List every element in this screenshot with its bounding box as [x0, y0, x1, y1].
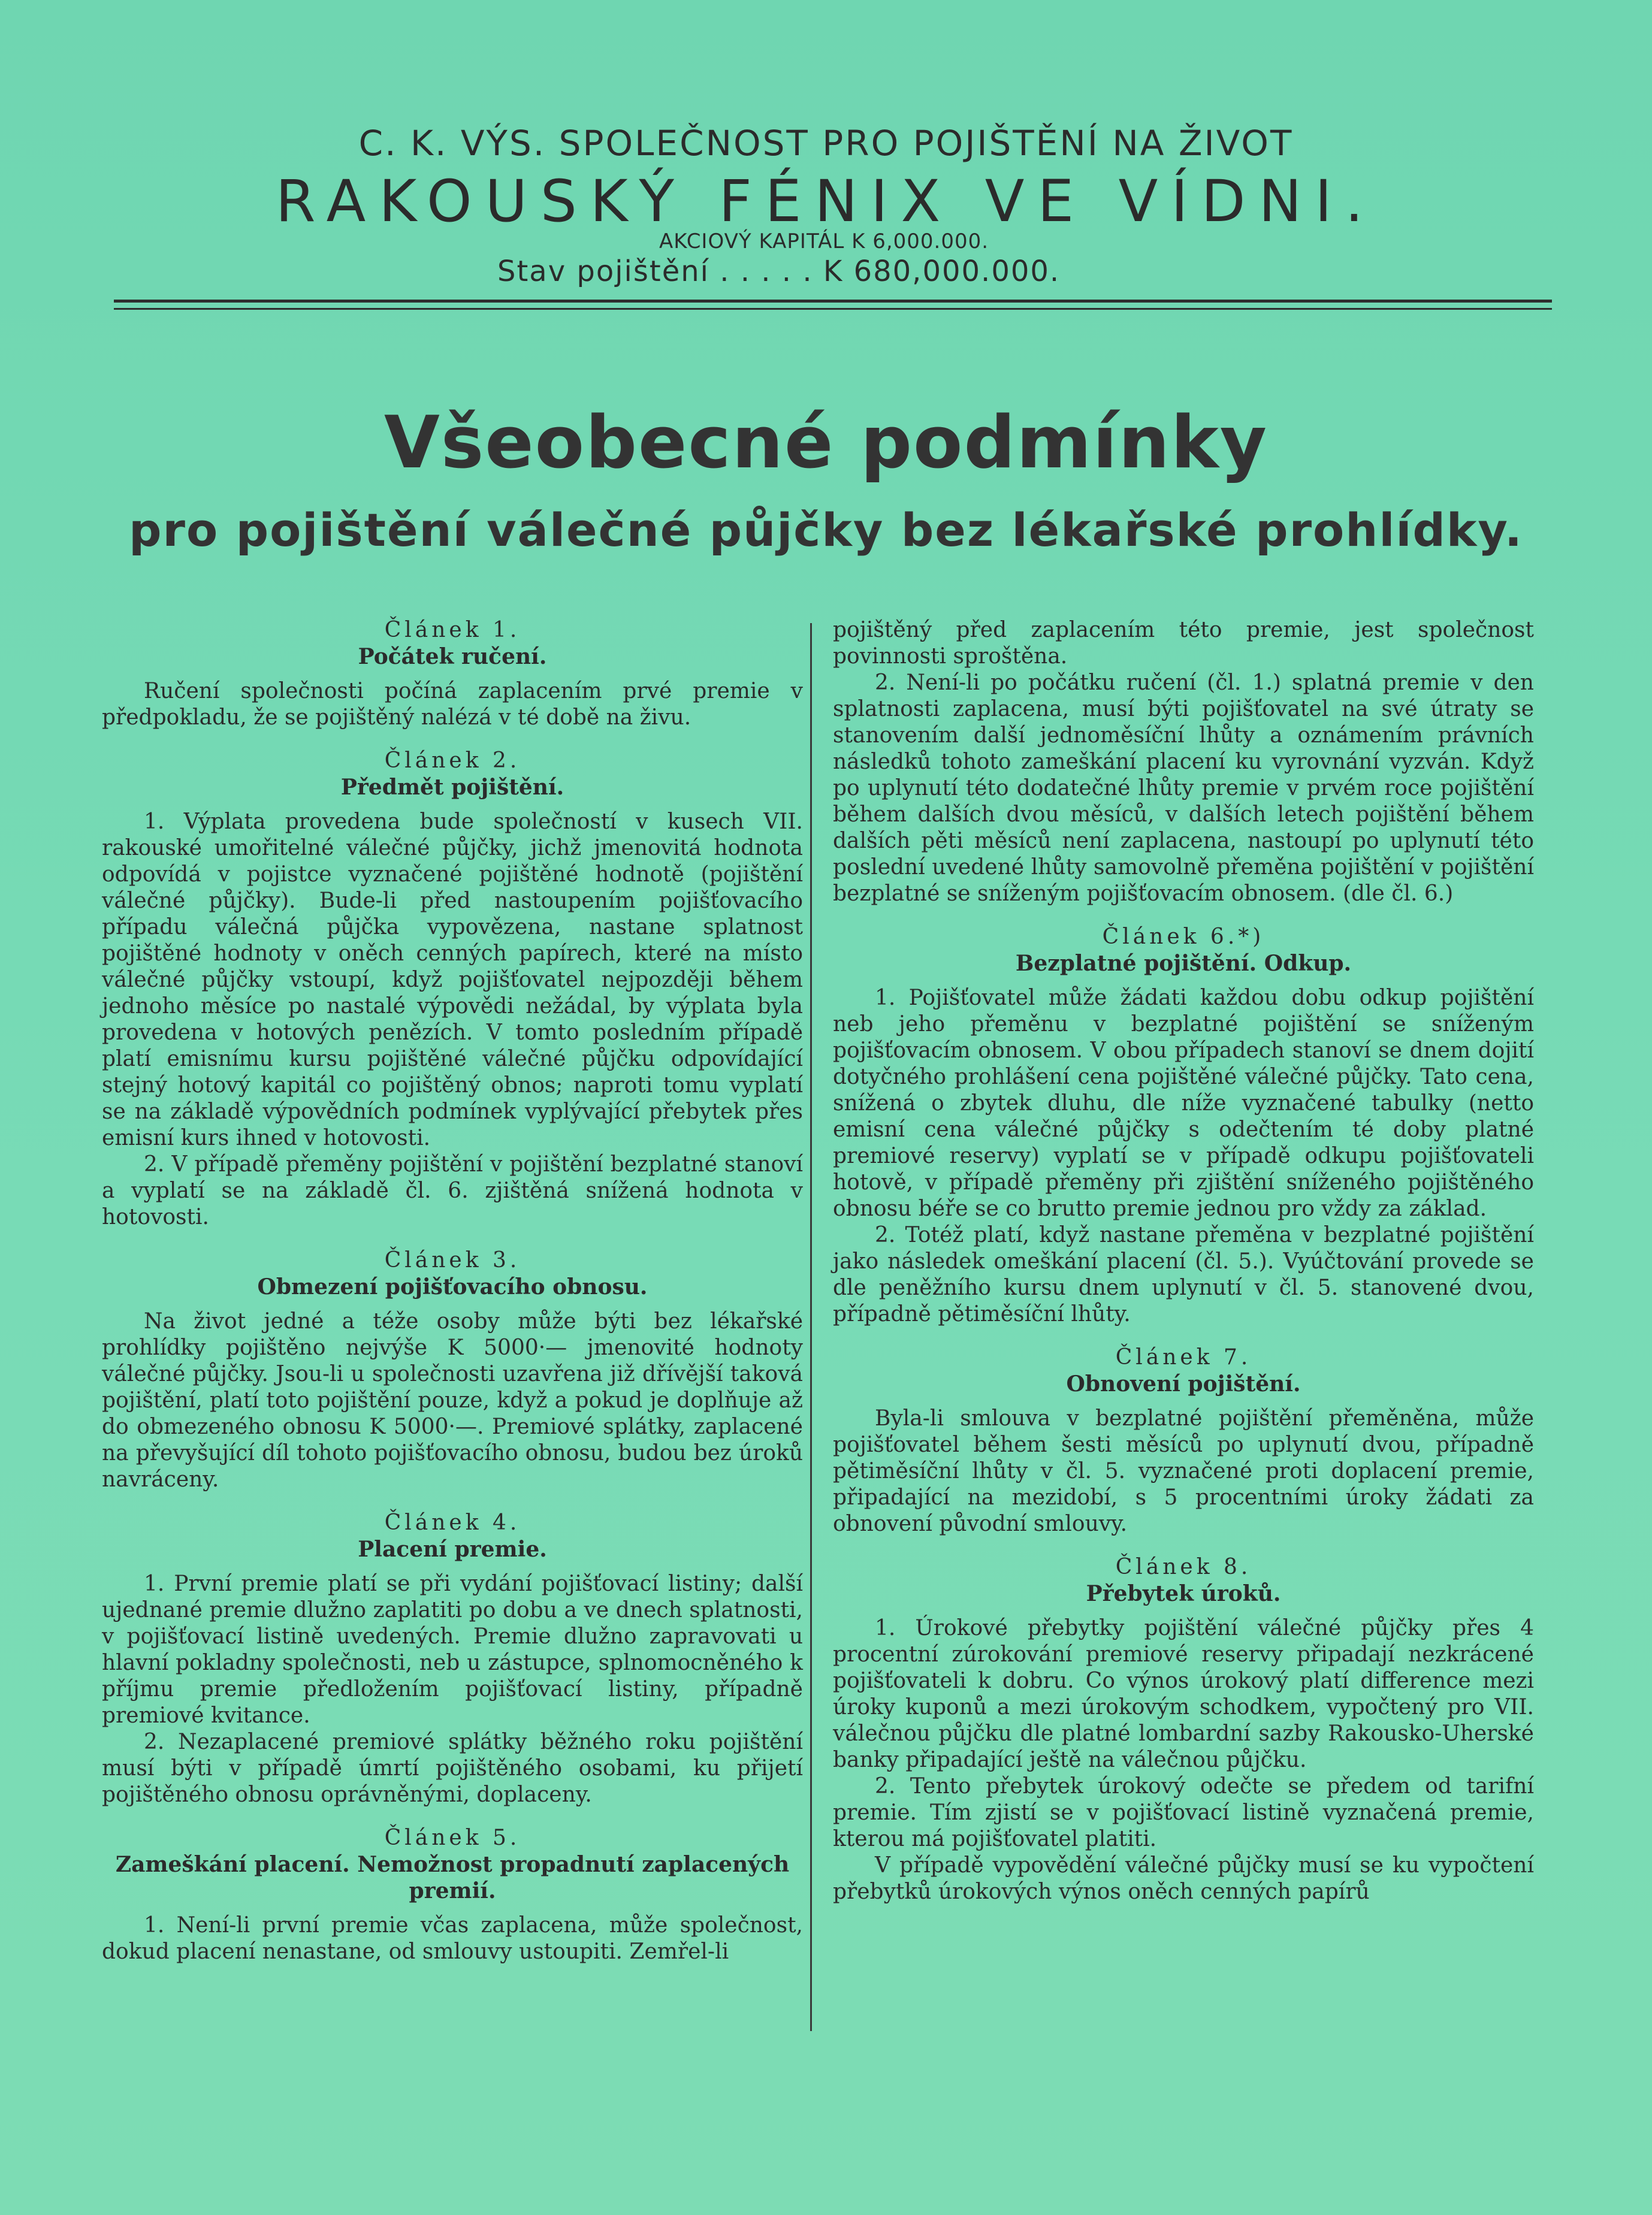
- document-title: Všeobecné podmínky: [383, 401, 1268, 485]
- paragraph: Byla-li smlouva v bezplatné pojištění přeměněna, může pojišťovatel během šesti měsíců po uplynutí dvou, případně pětiměsíční lhůty v čl. 5. vyznačené proti doplacení premie, připadající na mezidobí, s 5 procentními úroky žádati za obnovení původní smlouvy.: [833, 1406, 1534, 1536]
- company-name: RAKOUSKÝ FÉNIX VE VÍDNI.: [275, 168, 1377, 235]
- document-subtitle: pro pojištění válečné půjčky bez lékařské prohlídky.: [129, 503, 1523, 557]
- paragraph: 1. Výplata provedena bude společností v kusech VII. rakouské umořitelné válečné půjčky, jichž jmenovitá hodnota odpovídá v pojistce vyznačené pojištěné hodnotě (pojištění válečné půjčky). Bude-li před nastoupením pojišťovacího případu válečná půjčka vypovězena, nastane splatnost pojištěné hodnoty v oněch cenných papírech, které na místo válečné půjčky vstoupí, když pojišťovatel nejpozději během jednoho měsíce po nastalé výpovědi nežádal, by výplata byla provedena v hotových penězích. V tomto posledním případě platí emisnímu kursu pojištěné válečné půjčku odpovídající stejný hotový kapitál co pojištěný obnos; naproti tomu vyplatí se na základě výpovědních podmínek vyplývající přebytek přes emisní kurs ihned v hotovosti.: [102, 809, 803, 1150]
- article-number: Článek 3.: [384, 1248, 521, 1273]
- article-title: Zameškání placení. Nemožnost propadnutí zaplacených premií.: [115, 1852, 790, 1903]
- article-number: Článek 6.*): [1102, 924, 1265, 949]
- right-column: [833, 617, 1534, 1905]
- paragraph: V případě vypovědění válečné půjčky musí se ku vypočtení přebytků úrokových výnos oněch cenných papírů: [833, 1853, 1534, 1904]
- paragraph: pojištěný před zaplacením této premie, jest společnost povinnosti sproštěna.: [833, 618, 1534, 669]
- article-title: Obmezení pojišťovacího obnosu.: [257, 1274, 648, 1300]
- header-rule: [114, 300, 1552, 303]
- paragraph: 1. Pojišťovatel může žádati každou dobu odkup pojištění neb jeho přeměnu v bezplatné pojištění se sníženým pojišťovacím obnosem. V obou případech stanoví se dnem dojití dotyčného prohlášení cena pojištěné válečné půjčky. Tato cena, snížená o zbytek dluhu, dle níže vyznačené tabulky (netto emisní cena válečné půjčky s odečtením té doby platné premiové reservy) vyplatí se v případě odkupu pojišťovateli hotově, v případě přeměny při zjištění sníženého pojištěného obnosu béře se co brutto premie jednou pro vždy za základ.: [833, 986, 1534, 1221]
- insurance-stock: Stav pojištění . . . . . K 680,000.000.: [497, 255, 1061, 288]
- article-number: Článek 2.: [384, 748, 521, 773]
- article-title: Předmět pojištění.: [340, 775, 564, 800]
- article-title: Bezplatné pojištění. Odkup.: [1015, 951, 1352, 976]
- paragraph: 1. První premie platí se při vydání pojišťovací listiny; další ujednané premie dlužno zaplatiti po dobu a ve dnech splatnosti, v pojišťovací listině uvedených. Premie dlužno zapravovati u hlavní pokladny společnosti, neb u zástupce, splnomocněného k příjmu premie předložením pojišťovací listiny, případně premiové kvitance.: [102, 1572, 803, 1728]
- article-number: Článek 1.: [384, 618, 521, 642]
- column-divider: [810, 623, 812, 2031]
- article-number: Článek 4.: [384, 1510, 521, 1535]
- header-rule-thin: [114, 308, 1552, 310]
- article-title: Přebytek úroků.: [1086, 1581, 1281, 1606]
- paragraph: 2. Nezaplacené premiové splátky běžného roku pojištění musí býti v případě úmrtí pojištěného osobami, ku přijetí pojištěného obnosu oprávněnými, doplaceny.: [102, 1730, 803, 1807]
- paragraph: 2. Není-li po počátku ručení (čl. 1.) splatná premie v den splatnosti zaplacena, musí býti pojišťovatel na své útraty se stanovením další jednoměsíční lhůty a oznámením právních následků tohoto zameškání placení ku vyrovnání vyzván. Když po uplynutí této dodatečné lhůty premie v prvém roce pojištění během dalších dvou měsíců, v dalších letech pojištění během dalších pěti měsíců není zaplacena, nastoupí po uplynutí této poslední uvedené lhůty samovolně přeměna pojištění v pojištění bezplatné se sníženým pojišťovacím obnosem. (dle čl. 6.): [833, 670, 1534, 906]
- paragraph: Na život jedné a téže osoby může býti bez lékařské prohlídky pojištěno nejvýše K 5000·— jmenovité hodnoty válečné půjčky. Jsou-li u společnosti uzavřena již dřívější taková pojištění, platí toto pojištění pouze, když a pokud je doplňuje až do obmezeného obnosu K 5000·—. Premiové splátky, zaplacené na převyšující díl tohoto pojišťovacího obnosu, budou bez úroků navráceny.: [102, 1309, 803, 1492]
- article-title: Počátek ručení.: [358, 644, 547, 669]
- article-number: Článek 5.: [384, 1826, 521, 1850]
- paragraph: 1. Úrokové přebytky pojištění válečné půjčky přes 4 procentní zúrokování premiové reservy připadají nezkrácené pojišťovateli k dobru. Co výnos úrokový platí difference mezi úroky kuponů a mezi úrokovým schodkem, vypočtený pro VII. válečnou půjčku dle platné lombardní sazby Rakousko-Uherské banky připadající ještě na válečnou půjčku.: [833, 1616, 1534, 1772]
- article-number: Článek 8.: [1115, 1555, 1252, 1579]
- paragraph: 2. V případě přeměny pojištění v pojištění bezplatné stanoví a vyplatí se na základě čl. 6. zjištěná snížená hodnota v hotovosti.: [102, 1152, 803, 1229]
- left-column: [102, 617, 803, 1965]
- paragraph: Ručení společnosti počíná zaplacením prvé premie v předpokladu, že se pojištěný nalézá v té době na živu.: [102, 679, 803, 730]
- article-title: Placení premie.: [358, 1537, 547, 1562]
- paragraph: 2. Tento přebytek úrokový odečte se předem od tarifní premie. Tím zjistí se v pojišťovací listině vyznačená premie, kterou má pojišťovatel platiti.: [833, 1774, 1534, 1851]
- article-title: Obnovení pojištění.: [1066, 1371, 1301, 1397]
- paragraph: 1. Není-li první premie včas zaplacena, může společnost, dokud placení nenastane, od smlouvy ustoupiti. Zemřel-li: [102, 1913, 803, 1964]
- company-line: C. K. VÝS. SPOLEČNOST PRO POJIŠTĚNÍ NA ŽIVOT: [358, 123, 1294, 164]
- paragraph: 2. Totéž platí, když nastane přeměna v bezplatné pojištění jako následek omeškání placení (čl. 5.). Vyúčtování provede se dle peněžního kursu dnem uplynutí v čl. 5. stanovené dvou, případně pětiměsíční lhůty.: [833, 1223, 1534, 1326]
- article-number: Článek 7.: [1115, 1345, 1252, 1370]
- share-capital: AKCIOVÝ KAPITÁL K 6,000.000.: [659, 229, 989, 253]
